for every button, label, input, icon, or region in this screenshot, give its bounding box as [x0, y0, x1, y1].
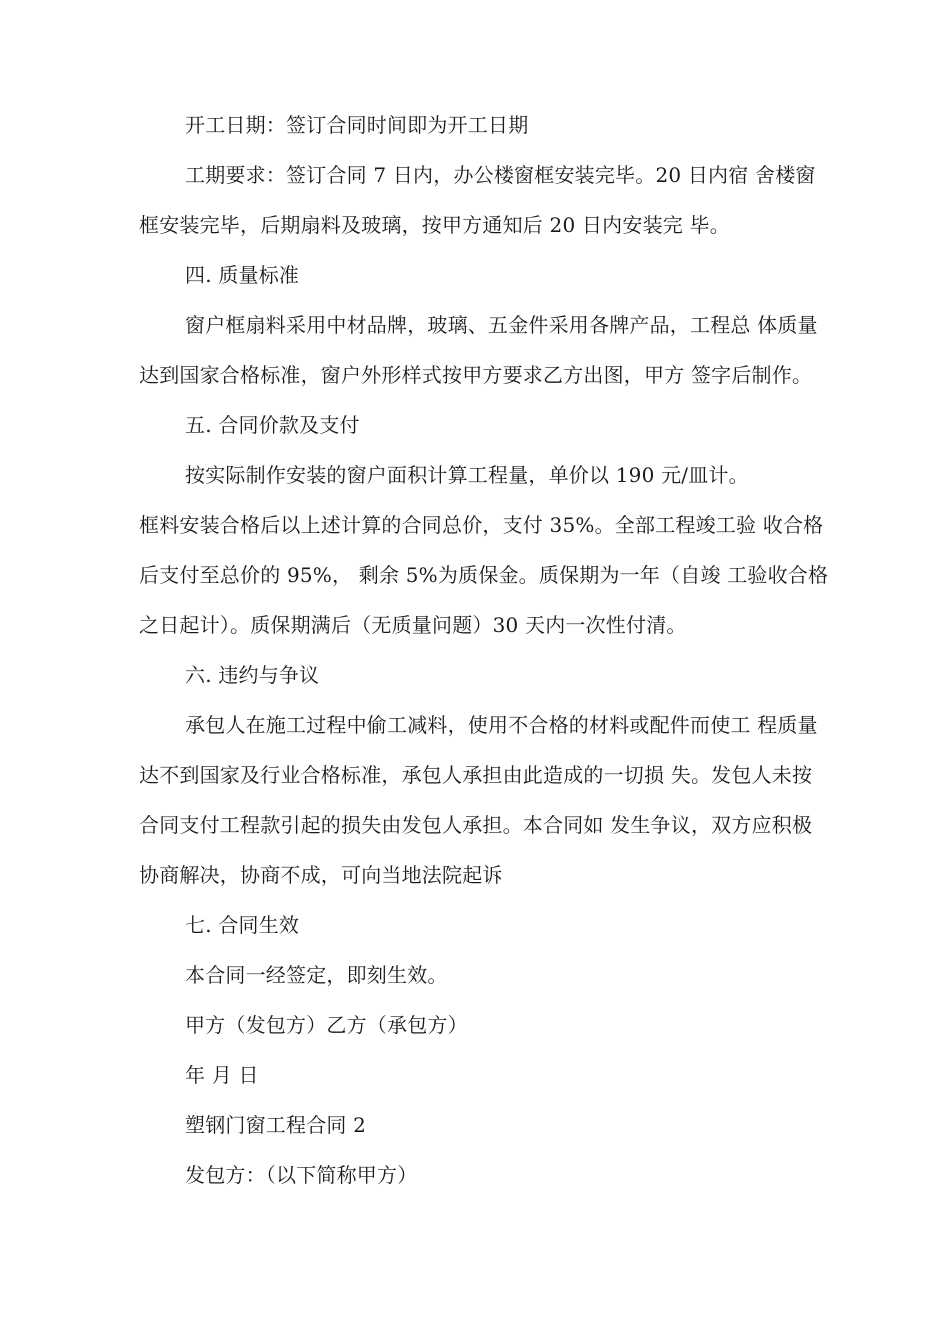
start-date-line: 开工日期：签订合同时间即为开工日期 — [185, 113, 529, 137]
breach-line-2: 达不到国家及行业合格标准，承包人承担由此造成的一切损 失。发包人未按 — [139, 763, 813, 787]
quality-line-1: 窗户框扇料采用中材品牌，玻璃、五金件采用各牌产品，工程总 体质量 — [185, 313, 818, 337]
date-line: 年 月 日 — [185, 1063, 259, 1087]
parties-line: 甲方（发包方）乙方（承包方） — [185, 1013, 468, 1037]
payment-line-1: 按实际制作安装的窗户面积计算工程量，单价以 190 元/皿计。 — [185, 463, 749, 487]
quality-line-2: 达到国家合格标准，窗户外形样式按甲方要求乙方出图，甲方 签字后制作。 — [139, 363, 813, 387]
payment-line-4: 之日起计）。质保期满后（无质量问题）30 天内一次性付清。 — [139, 613, 687, 637]
effect-line: 本合同一经签定，即刻生效。 — [185, 963, 448, 987]
payment-line-2: 框料安装合格后以上述计算的合同总价，支付 35%。全部工程竣工验 收合格 — [139, 513, 824, 537]
payment-line-3: 后支付至总价的 95%， 剩余 5%为质保金。质保期为一年（自竣 工验收合格 — [139, 563, 829, 587]
contract-2-title: 塑钢门窗工程合同 2 — [185, 1113, 367, 1137]
duration-line-2: 框安装完毕，后期扇料及玻璃，按甲方通知后 20 日内安装完 毕。 — [139, 213, 730, 237]
section-heading-effect: 七. 合同生效 — [185, 913, 300, 937]
section-heading-quality: 四. 质量标准 — [185, 263, 300, 287]
duration-line-1: 工期要求：签订合同 7 日内，办公楼窗框安装完毕。20 日内宿 舍楼窗 — [185, 163, 816, 187]
employer-line: 发包方：（以下简称甲方） — [185, 1163, 418, 1187]
breach-line-1: 承包人在施工过程中偷工减料，使用不合格的材料或配件而使工 程质量 — [185, 713, 818, 737]
section-heading-payment: 五. 合同价款及支付 — [185, 413, 360, 437]
breach-line-4: 协商解决，协商不成，可向当地法院起诉 — [139, 863, 503, 887]
breach-line-3: 合同支付工程款引起的损失由发包人承担。本合同如 发生争议，双方应积极 — [139, 813, 813, 837]
section-heading-breach: 六. 违约与争议 — [185, 663, 320, 687]
